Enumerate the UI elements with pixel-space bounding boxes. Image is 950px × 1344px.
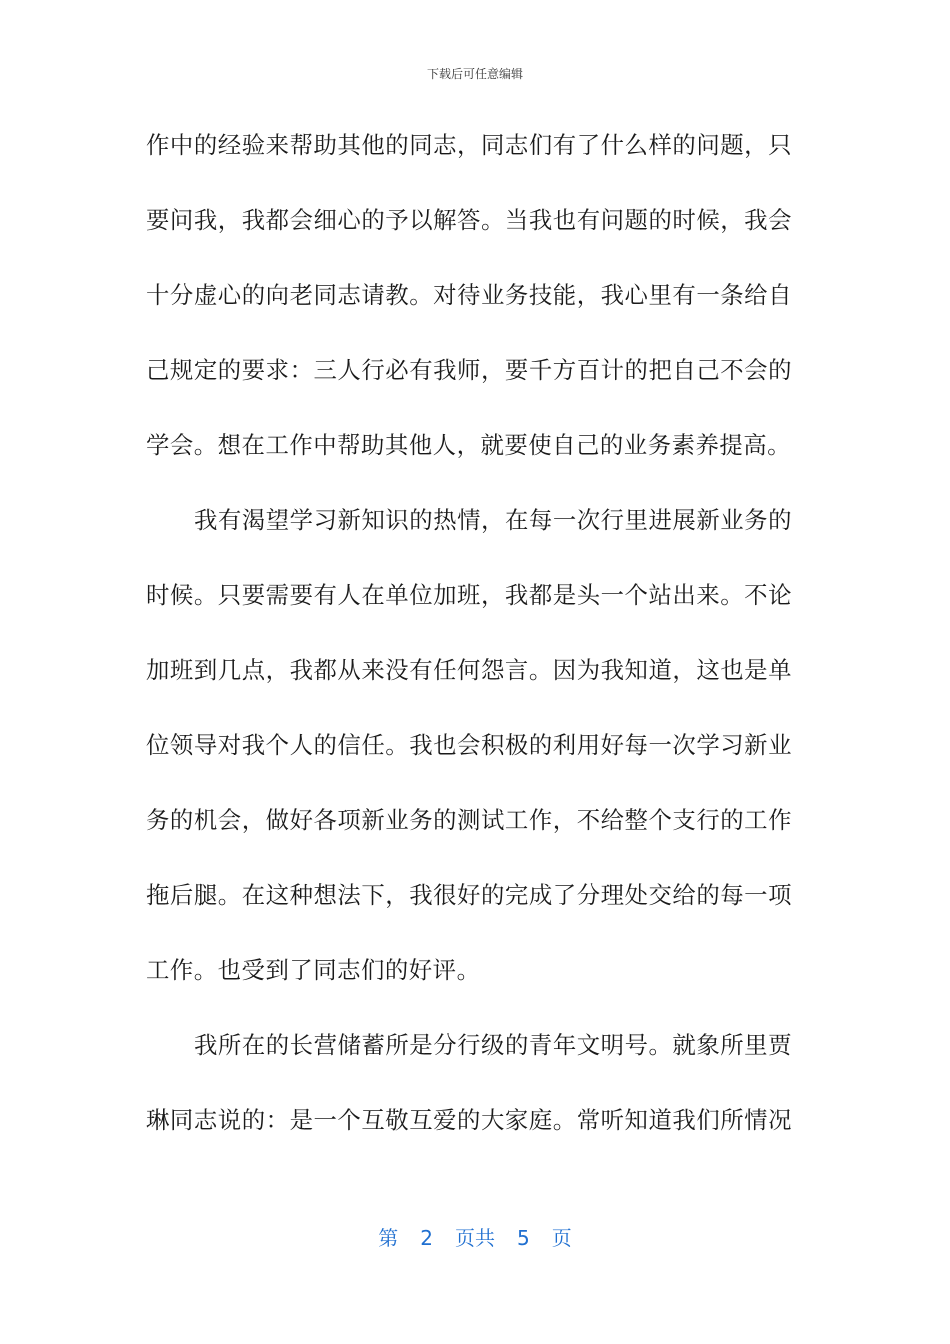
current-page-number: 2	[420, 1226, 433, 1250]
page-footer	[0, 1224, 950, 1252]
text-line: 工作。也受到了同志们的好评。	[146, 956, 481, 984]
text-line: 位领导对我个人的信任。我也会积极的利用好每一次学习新业	[146, 731, 792, 759]
paragraph-first-line: 我所在的长营储蓄所是分行级的青年文明号。就象所里贾	[194, 1031, 792, 1059]
text-line: 学会。想在工作中帮助其他人，就要使自己的业务素养提高。	[146, 431, 792, 459]
text-line: 时候。只要需要有人在单位加班，我都是头一个站出来。不论	[146, 581, 792, 609]
text-line: 拖后腿。在这种想法下，我很好的完成了分理处交给的每一项	[146, 881, 792, 909]
header-note: 下载后可任意编辑	[426, 67, 523, 81]
total-pages-number: 5	[517, 1226, 530, 1250]
text-line: 琳同志说的：是一个互敬互爱的大家庭。常听知道我们所情况	[146, 1106, 792, 1134]
paragraph-first-line: 我有渴望学习新知识的热情，在每一次行里进展新业务的	[194, 506, 792, 534]
footer-prefix: 第	[378, 1226, 399, 1250]
text-line: 作中的经验来帮助其他的同志，同志们有了什么样的问题，只	[146, 131, 792, 159]
footer-suffix: 页	[551, 1226, 572, 1250]
document-body	[146, 108, 792, 1158]
footer-middle: 页共	[455, 1226, 495, 1250]
text-line: 十分虚心的向老同志请教。对待业务技能，我心里有一条给自	[146, 281, 792, 309]
text-line: 加班到几点，我都从来没有任何怨言。因为我知道，这也是单	[146, 656, 792, 684]
text-line: 己规定的要求：三人行必有我师，要千方百计的把自己不会的	[146, 356, 792, 384]
text-line: 务的机会，做好各项新业务的测试工作，不给整个支行的工作	[146, 806, 792, 834]
text-line: 要问我，我都会细心的予以解答。当我也有问题的时候，我会	[146, 206, 792, 234]
